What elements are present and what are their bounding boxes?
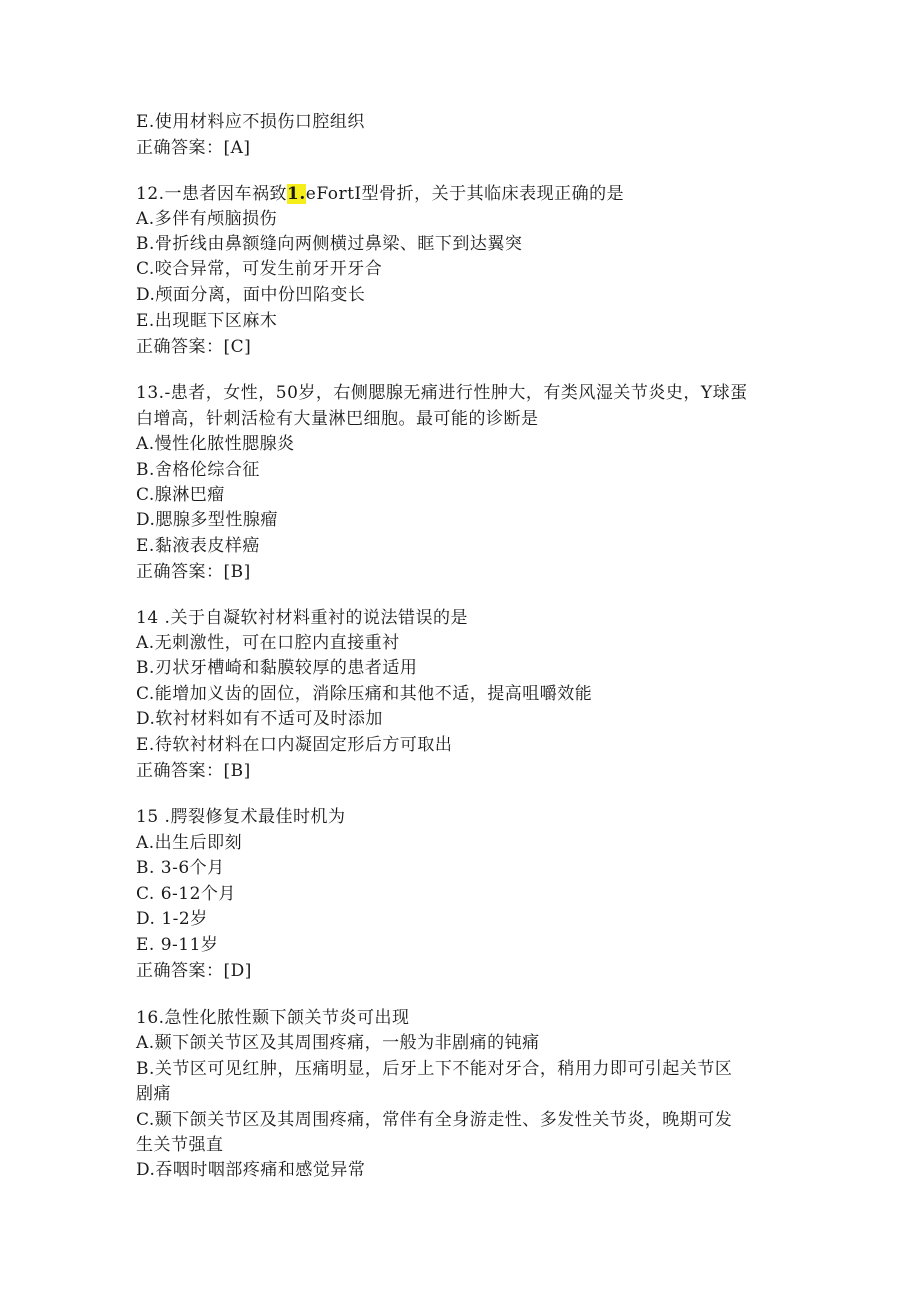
q12-stem-part1: 12.一患者因车祸致 bbox=[136, 184, 288, 204]
q12-stem-part2: eFortI型骨折，关于其临床表现正确的是 bbox=[305, 184, 625, 204]
q12-option-e: E.出现眶下区麻木 bbox=[136, 311, 278, 331]
q16-option-d: D.吞咽时咽部疼痛和感觉异常 bbox=[136, 1160, 366, 1180]
q14-option-d: D.软衬材料如有不适可及时添加 bbox=[136, 709, 383, 729]
q12-option-c: C.咬合异常，可发生前牙开牙合 bbox=[136, 259, 383, 279]
q13-option-b: B.舍格伦综合征 bbox=[136, 460, 260, 480]
q12-option-b: B.骨折线由鼻额缝向两侧横过鼻梁、眶下到达翼突 bbox=[136, 234, 523, 254]
q14-option-a: A.无刺激性，可在口腔内直接重衬 bbox=[136, 633, 400, 653]
q16-stem: 16.急性化脓性颞下颌关节炎可出现 bbox=[136, 1008, 410, 1028]
q15-option-b: B. 3-6个月 bbox=[136, 858, 225, 878]
q16-option-a: A.颞下颌关节区及其周围疼痛，一般为非剧痛的钝痛 bbox=[136, 1033, 540, 1053]
q16-option-c-line2: 生关节强直 bbox=[136, 1135, 224, 1155]
q15-option-d: D. 1-2岁 bbox=[136, 909, 208, 929]
q11-option-e: E.使用材料应不损伤口腔组织 bbox=[136, 112, 365, 132]
q15-option-a: A.出生后即刻 bbox=[136, 833, 243, 853]
q16-option-b-line1: B.关节区可见红肿，压痛明显，后牙上下不能对牙合，稍用力即可引起关节区 bbox=[136, 1059, 733, 1079]
q13-stem-line2: 白增高，针刺活检有大量淋巴细胞。最可能的诊断是 bbox=[136, 409, 539, 429]
q13-answer: 正确答案：[B] bbox=[136, 562, 251, 582]
q13-option-a: A.慢性化脓性腮腺炎 bbox=[136, 434, 295, 454]
highlighted-text: 1. bbox=[287, 184, 306, 204]
q13-option-c: C.腺淋巴瘤 bbox=[136, 485, 225, 505]
q12-option-a: A.多伴有颅脑损伤 bbox=[136, 209, 278, 229]
q14-option-c: C.能增加义齿的固位，消除压痛和其他不适，提高咀嚼效能 bbox=[136, 684, 593, 704]
q16-option-b-line2: 剧痛 bbox=[136, 1084, 171, 1104]
q14-option-b: B.刃状牙槽崎和黏膜较厚的患者适用 bbox=[136, 658, 418, 678]
q12-answer: 正确答案：[C] bbox=[136, 337, 252, 357]
q15-answer: 正确答案：[D] bbox=[136, 961, 252, 981]
q13-stem-line1: 13.-患者，女性，50岁，右侧腮腺无痛进行性肿大，有类风湿关节炎史，Y球蛋 bbox=[136, 383, 748, 403]
q11-answer: 正确答案：[A] bbox=[136, 138, 251, 158]
q15-option-e: E. 9-11岁 bbox=[136, 935, 219, 955]
q12-stem bbox=[136, 183, 624, 205]
q15-option-c: C. 6-12个月 bbox=[136, 884, 236, 904]
q14-option-e: E.待软衬材料在口内凝固定形后方可取出 bbox=[136, 735, 453, 755]
q15-stem: 15 .腭裂修复术最佳时机为 bbox=[136, 807, 346, 827]
q14-answer: 正确答案：[B] bbox=[136, 761, 251, 781]
q16-option-c-line1: C.颞下颌关节区及其周围疼痛，常伴有全身游走性、多发性关节炎，晚期可发 bbox=[136, 1110, 733, 1130]
q12-option-d: D.颅面分离，面中份凹陷变长 bbox=[136, 285, 366, 305]
q13-option-e: E.黏液表皮样癌 bbox=[136, 536, 260, 556]
q13-option-d: D.腮腺多型性腺瘤 bbox=[136, 510, 278, 530]
q14-stem: 14 .关于自凝软衬材料重衬的说法错误的是 bbox=[136, 608, 468, 628]
